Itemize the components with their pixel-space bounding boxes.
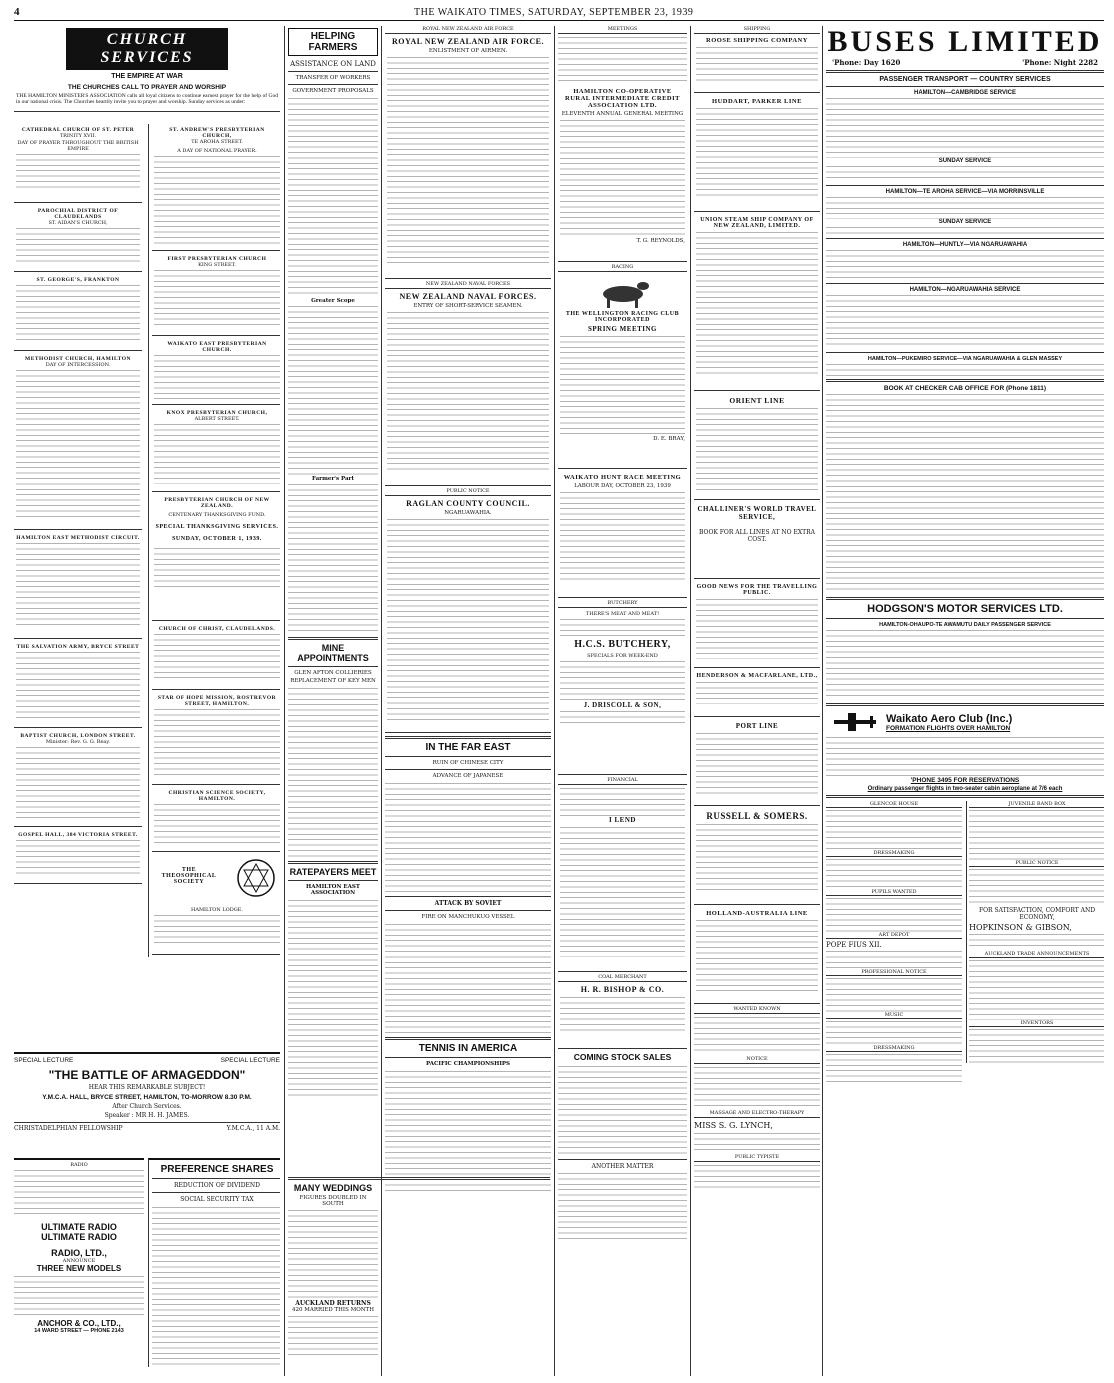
driscoll: J. DRISCOLL & SON, [583, 701, 662, 709]
figures-doubled: FIGURES DOUBLED IN SOUTH [299, 1195, 367, 1207]
wellington-racing-title: THE WELLINGTON RACING CLUB INCORPORATED [565, 311, 680, 323]
waikato-hunt-title: WAIKATO HUNT RACE MEETING [563, 474, 682, 481]
timetable [826, 227, 1104, 235]
church-of-christ-title: CHURCH OF CHRIST, CLAUDELANDS. [158, 626, 276, 632]
st-andrews-title: ST. ANDREW'S PRESBYTERIAN CHURCH, [169, 127, 265, 139]
far-east-title: IN THE FAR EAST [425, 742, 511, 753]
ad-text [387, 57, 549, 267]
waikato-east-title: WAIKATO EAST PRESBYTERIAN CHURCH. [167, 341, 267, 353]
fire-on-vessel: FIRE ON MANCHUKUO VESSEL [421, 914, 515, 920]
model-list [14, 1276, 144, 1316]
paper-title: THE WAIKATO TIMES, SATURDAY, SEPTEMBER 23, 1939 [414, 7, 694, 18]
labour-day: LABOUR DAY, OCTOBER 23, 1939 [574, 483, 671, 489]
ultimate-radio-1: ULTIMATE RADIO [41, 1222, 117, 1232]
st-andrews-ad [152, 124, 280, 251]
racing-heading: RACING [558, 264, 687, 272]
social-security-tax: SOCIAL SECURITY TAX [180, 1196, 254, 1203]
divider [14, 111, 280, 112]
specials: SPECIALS FOR WEEK-END [587, 653, 658, 659]
ad-text [694, 1017, 820, 1053]
service-times [154, 424, 280, 484]
article-text [152, 1207, 280, 1367]
aeroplane-icon [830, 711, 880, 733]
aero-club-ad [826, 709, 1104, 735]
article-text [385, 783, 551, 893]
ad-text [560, 788, 685, 816]
baptist-title: BAPTIST CHURCH, LONDON STREET. [20, 733, 136, 739]
te-aroha-street: TE AROHA STREET. [191, 139, 243, 145]
russell-somers-ad [694, 808, 820, 905]
service-times [16, 370, 140, 520]
newspaper-page [14, 6, 1104, 1376]
greater-scope: Greater Scope [311, 298, 355, 304]
column-rule [284, 26, 285, 1376]
henderson-title: HENDERSON & MACFARLANE, LTD., [696, 673, 818, 679]
orient-ad [694, 393, 820, 500]
empire-at-war: THE EMPIRE AT WAR [111, 73, 183, 80]
ultimate-radio-2: ULTIMATE RADIO [41, 1232, 117, 1242]
enlistment: ENLISTMENT OF AIRMEN. [428, 48, 508, 54]
preference-shares-title: PREFERENCE SHARES [160, 1164, 274, 1175]
bishop: H. R. BISHOP & CO. [580, 985, 665, 994]
st-georges-title: ST. GEORGE'S, FRANKTON [36, 277, 120, 283]
sunday-service-2: SUNDAY SERVICE [938, 219, 992, 225]
service-times [154, 634, 280, 680]
hodgsons-title: HODGSON'S MOTOR SERVICES LTD. [867, 603, 1063, 615]
ad-text [696, 599, 818, 659]
presbyterian-nz-title: PRESBYTERIAN CHURCH OF NEW ZEALAND. [164, 497, 270, 509]
shipping-column-5 [694, 26, 820, 1376]
service-times [16, 747, 140, 819]
king-street: KING STREET. [198, 262, 236, 268]
radio-text [14, 1170, 144, 1218]
special-lecture-ad [14, 1052, 280, 1132]
service-times [154, 156, 280, 244]
timetable [826, 250, 1104, 280]
ad-text [560, 827, 685, 957]
farmers-part: Farmer's Part [312, 476, 354, 482]
hamilton-east-ad [14, 532, 142, 639]
theosophical-seal-icon [236, 858, 276, 898]
ngaruawahia: NGARUAWAHIA. [444, 510, 492, 516]
article-text [288, 484, 378, 634]
ad-text [694, 1165, 820, 1189]
classified-left [826, 801, 962, 1082]
juvenile-heading: JUVENILE BAND BOX [969, 801, 1104, 808]
special-lecture-right: SPECIAL LECTURE [220, 1057, 280, 1064]
service-times [16, 840, 140, 874]
tennis-america-title: TENNIS IN AMERICA [418, 1043, 518, 1054]
ad-text [560, 336, 685, 436]
music-heading: MUSIC [826, 1012, 962, 1019]
ad-text [560, 997, 685, 1033]
sunday-october: SUNDAY, OCTOBER 1, 1939. [172, 536, 262, 542]
government-proposals: GOVERNMENT PROPOSALS [292, 88, 374, 94]
classified-right [966, 801, 1104, 1063]
column-rule [554, 26, 555, 1376]
union-title: UNION STEAM SHIP COMPANY OF NEW ZEALAND, LIMITED. [700, 217, 814, 229]
roose-title: ROOSE SHIPPING COMPANY [706, 37, 808, 44]
classified-grid [826, 801, 1104, 1141]
masthead [14, 6, 1104, 21]
methodist-title: METHODIST CHURCH, HAMILTON [25, 356, 131, 362]
radio-ad [14, 1158, 144, 1334]
ad-text [969, 810, 1104, 860]
ward-street: 14 WARD STREET — PHONE 2143 [34, 1328, 124, 1334]
service-times [154, 355, 280, 399]
professional-heading: PROFESSIONAL NOTICE [826, 969, 962, 976]
ad-text [560, 120, 685, 238]
hamilton-east-title: HAMILTON EAST METHODIST CIRCUIT. [16, 535, 140, 541]
huddart-title: HUDDART, PARKER LINE [712, 98, 802, 105]
national-prayer: A DAY OF NATIONAL PRAYER. [177, 148, 257, 154]
union-steam-ad [694, 214, 820, 391]
timetable [826, 197, 1104, 219]
claudelands-ad [14, 205, 142, 272]
book-all-lines: BOOK FOR ALL LINES AT NO EXTRA COST. [699, 529, 815, 543]
notice-text [387, 519, 549, 724]
ruin-chinese-city: RUIN OF CHINESE CITY [432, 760, 504, 766]
glencoe-heading: GLENCOE HOUSE [826, 801, 962, 808]
st-georges-ad [14, 274, 142, 351]
first-presbyterian-ad [152, 253, 280, 336]
article-text [385, 1071, 551, 1191]
salvation-army-title: THE SALVATION ARMY, BRYCE STREET [16, 644, 140, 650]
formation-flights: FORMATION FLIGHTS OVER HAMILTON [886, 724, 1011, 732]
butchery-heading: BUTCHERY [558, 600, 687, 608]
hamilton-cambridge: HAMILTON—CAMBRIDGE SERVICE [913, 90, 1016, 96]
reduction-dividend: REDUCTION OF DIVIDEND [174, 1182, 260, 1189]
gospel-hall-title: GOSPEL HALL, 384 VICTORIA STREET. [18, 832, 138, 838]
lynch: MISS S. G. LYNCH, [694, 1121, 773, 1130]
passenger-transport: PASSENGER TRANSPORT — COUNTRY SERVICES [879, 76, 1051, 83]
attack-by-soviet: ATTACK BY SOVIET [434, 900, 502, 907]
waikato-hunt-ad [558, 471, 687, 598]
holland-title: HOLLAND-AUSTRALIA LINE [706, 910, 808, 917]
armageddon-title: "THE BATTLE OF ARMAGEDDON" [48, 1068, 246, 1082]
weddings-article [288, 1174, 550, 1356]
ad-text [969, 869, 1104, 903]
coming-stock-sales: COMING STOCK SALES [573, 1052, 672, 1062]
service-times [16, 652, 140, 718]
ad-text [560, 619, 685, 639]
buses-limited-title: BUSES LIMITED [827, 26, 1103, 58]
auckland-returns: AUCKLAND RETURNS [295, 1300, 371, 1307]
public-typiste-heading: PUBLIC TYPISTE [694, 1154, 820, 1162]
aero-text [826, 737, 1104, 777]
rnzaf-ad [385, 34, 551, 279]
sailings-list [696, 232, 818, 377]
financial-ads [558, 785, 687, 972]
replacement-key-men: REPLACEMENT OF KEY MEN [290, 678, 376, 684]
service-times [154, 270, 280, 328]
ad-text [387, 312, 549, 472]
centenary-fund: CENTENARY THANKSGIVING FUND. [168, 512, 266, 518]
theosophical-title: THE THEOSOPHICAL SOCIETY [161, 867, 217, 885]
article-text [288, 900, 378, 1100]
huntly-service: HAMILTON—HUNTLY—VIA NGARUAWAHIA [902, 242, 1028, 248]
glen-afton: GLEN AFTON COLLIERIES [294, 670, 372, 676]
church-services-column [14, 26, 280, 1376]
st-aidans-label: ST. AIDAN'S CHURCH, [48, 220, 108, 226]
article-text [288, 306, 378, 476]
ad-text [969, 934, 1104, 948]
article-text [288, 1210, 378, 1300]
notice-heading: NOTICE [694, 1056, 820, 1064]
helping-farmers-title: HELPING FARMERS [288, 28, 378, 56]
orient-title: ORIENT LINE [729, 396, 785, 405]
announce: ANNOUNCE [62, 1258, 96, 1264]
raglan-title: RAGLAN COUNTY COUNCIL. [406, 499, 530, 508]
russell-somers-title: RUSSELL & SOMERS. [706, 811, 808, 821]
ratepayers-meet-title: RATEPAYERS MEET [289, 867, 377, 877]
ad-text [826, 898, 962, 932]
checker-cab: BOOK AT CHECKER CAB OFFICE FOR (Phone 1811) [883, 385, 1047, 392]
te-aroha-service: HAMILTON—TE AROHA SERVICE—VIA MORRINSVILLE [885, 189, 1045, 195]
good-news-title: GOOD NEWS FOR THE TRAVELLING PUBLIC. [696, 584, 818, 596]
massage-heading: MASSAGE AND ELECTRO-THERAPY [694, 1110, 820, 1118]
butchery-ad [558, 608, 687, 775]
ad-text [560, 492, 685, 582]
article-text [558, 1066, 687, 1156]
page-number: 4 [14, 6, 20, 18]
raglan-ad [385, 496, 551, 733]
price-list [560, 661, 685, 701]
article-text [288, 98, 378, 298]
lecture-times [154, 915, 280, 945]
i-lend: I LEND [609, 816, 636, 824]
ad-text [826, 978, 962, 1012]
public-notice-heading-2: PUBLIC NOTICE [969, 860, 1104, 867]
hopkinson-gibson: HOPKINSON & GIBSON, [969, 923, 1072, 932]
sunday-service-1: SUNDAY SERVICE [938, 158, 992, 164]
inventors-heading: INVENTORS [969, 1020, 1104, 1027]
churches-call-heading: THE CHURCHES CALL TO PRAYER AND WORSHIP [67, 84, 227, 91]
albert-street: ALBERT STREET. [194, 416, 240, 422]
knox-title: KNOX PRESBYTERIAN CHURCH, [166, 410, 268, 416]
phone-day: 'Phone: Day 1620 [832, 58, 901, 67]
eleventh-meeting: ELEVENTH ANNUAL GENERAL MEETING [561, 111, 684, 117]
dressmaking-heading: DRESSMAKING [826, 850, 962, 857]
dressmaking-heading-2: DRESSMAKING [826, 1045, 962, 1052]
after-services: After Church Services. [112, 1103, 182, 1110]
article-text [558, 1173, 687, 1243]
spring-meeting: SPRING MEETING [587, 325, 658, 333]
special-lecture-left: SPECIAL LECTURE [14, 1057, 74, 1064]
ad-text [826, 810, 962, 850]
pupils-heading: PUPILS WANTED [826, 889, 962, 896]
church-of-christ-ad [152, 623, 280, 690]
church-services-banner: CHURCH SERVICES [66, 28, 228, 70]
church-subcolumn-right [148, 124, 280, 957]
baptist-ad [14, 730, 142, 827]
ngaruawahia-service: HAMILTON—NGARUAWAHIA SERVICE [909, 287, 1021, 293]
salvation-army-ad [14, 641, 142, 728]
star-of-hope-title: STAR OF HOPE MISSION, ROSTREVOR STREET, HAMILTON. [157, 695, 277, 707]
many-weddings-title: MANY WEDDINGS [293, 1183, 373, 1193]
railway-timetable [826, 394, 1104, 594]
ad-text [826, 1021, 962, 1045]
naval-heading: NEW ZEALAND NAVAL FORCES [385, 281, 551, 289]
cathedral-ad [14, 124, 142, 203]
timetable [826, 166, 1104, 182]
christadelphian: CHRISTADELPHIAN FELLOWSHIP [14, 1125, 123, 1132]
methodist-ad [14, 353, 142, 530]
ad-text [560, 711, 685, 727]
public-notice-heading: PUBLIC NOTICE [385, 488, 551, 496]
ad-text [696, 920, 818, 992]
reynolds: T. G. REYNOLDS, [636, 238, 685, 244]
holland-australia-ad [694, 907, 820, 1004]
parochial-title: PAROCHIAL DISTRICT OF CLAUDELANDS [37, 208, 119, 220]
ad-text [696, 824, 818, 894]
cathedral-title: CATHEDRAL CHURCH OF ST. PETER [21, 127, 135, 133]
transfer-of-workers: TRANSFER OF WORKERS [295, 75, 371, 81]
entry-seamen: ENTRY OF SHORT-SERVICE SEAMEN. [413, 303, 523, 309]
ohaupo-service: HAMILTON-OHAUPO-TE AWAMUTU DAILY PASSENGER SERVICE [879, 622, 1051, 628]
ad-text [694, 1133, 820, 1151]
speaker: Speaker : MR H. H. JAMES. [104, 1112, 190, 1119]
coal-heading: COAL MERCHANT [558, 974, 687, 982]
rnzaf-heading: ROYAL NEW ZEALAND AIR FORCE [385, 26, 551, 34]
article-text [288, 1316, 378, 1356]
article-text [385, 924, 551, 1034]
ad-text [826, 951, 962, 969]
pacific-championships: PACIFIC CHAMPIONSHIPS [425, 1061, 511, 1067]
assistance-on-land: ASSISTANCE ON LAND [290, 60, 376, 68]
knox-ad [152, 407, 280, 492]
timetable [826, 98, 1104, 158]
star-of-hope-ad [152, 692, 280, 785]
radio-ltd: RADIO, LTD., [51, 1248, 107, 1258]
port-line-ad [694, 719, 820, 806]
timetable [826, 364, 1104, 376]
notices-column-4 [558, 26, 687, 1376]
ad-text [969, 960, 1104, 1020]
ad-text [696, 733, 818, 795]
roose-ad [694, 34, 820, 93]
aero-club-title: Waikato Aero Club (Inc.) [886, 712, 1013, 725]
horse-racing-icon [593, 278, 653, 308]
art-depot-heading: ART DEPOT [826, 932, 962, 939]
column-rule [822, 26, 823, 1376]
meat-slogan: THERE'S MEAT AND MEAT! [585, 611, 660, 617]
trinity-label: TRINITY XVII. [59, 133, 97, 139]
sailings-list [696, 408, 818, 490]
hamilton-east-association: HAMILTON EAST ASSOCIATION [306, 884, 360, 896]
ymca-time: Y.M.C.A., 11 A.M. [226, 1125, 280, 1132]
mine-appointments-title: MINE APPOINTMENTS [297, 643, 369, 663]
ad-text [696, 682, 818, 704]
service-times [16, 228, 140, 264]
hcs-butchery: H.C.S. BUTCHERY, [574, 639, 671, 650]
auckland-trade-heading: AUCKLAND TRADE ANNOUNCEMENTS [969, 951, 1104, 958]
naval-ad [385, 289, 551, 486]
good-news-ad [694, 581, 820, 668]
day-of-prayer-label: DAY OF PRAYER THROUGHOUT THE BRITISH EMPIRE [17, 140, 139, 152]
ad-text [826, 859, 962, 889]
presbyterian-nz-ad [152, 494, 280, 621]
hear-this: HEAR THIS REMARKABLE SUBJECT! [88, 1084, 206, 1091]
huddart-ad [694, 95, 820, 212]
article-text [288, 688, 378, 858]
pope-pius: POPE FIUS XII. [826, 941, 882, 949]
hamilton-coop-title: HAMILTON CO-OPERATIVE RURAL INTERMEDIATE CREDIT ASSOCIATION LTD. [565, 88, 680, 109]
service-times [16, 285, 140, 343]
ordinary-flights: Ordinary passenger flights in two-seater cabin aeroplane at 7/6 each [867, 786, 1063, 792]
church-subcolumn-left [14, 124, 142, 886]
bishop-ad [558, 982, 687, 1049]
timetable [826, 295, 1104, 349]
three-new-models: THREE NEW MODELS [36, 1264, 122, 1273]
phone-reservations: 'PHONE 3495 FOR RESERVATIONS [910, 777, 1020, 784]
intercession-label: DAY OF INTERCESSION. [45, 362, 111, 368]
meetings-heading: MEETINGS [558, 26, 687, 34]
meeting-text [558, 37, 687, 85]
shipping-heading: SHIPPING [694, 26, 820, 34]
theosophical-ad [152, 854, 280, 955]
advance-japanese: ADVANCE OF JAPANESE [432, 773, 504, 779]
wellington-racing-ad [558, 272, 687, 469]
service-times [16, 543, 140, 629]
timetable [826, 630, 1104, 700]
baptist-minister: Minister: Rev. G. G. Reay. [45, 739, 111, 745]
pukemiro-service: HAMILTON—PUKEMIRO SERVICE—VIA NGARUAWAHIA & GLEN MASSEY [867, 356, 1063, 362]
challenger-title: CHALLINER'S WORLD TRAVEL SERVICE, [697, 505, 817, 521]
service-times [154, 804, 280, 846]
radio-heading: RADIO [70, 1162, 88, 1168]
satisfaction: FOR SATISFACTION, COMFORT AND ECONOMY, [978, 907, 1096, 921]
ad-text [826, 1054, 962, 1082]
christian-science-title: CHRISTIAN SCIENCE SOCIETY, HAMILTON. [168, 790, 266, 802]
column-rule [690, 26, 691, 1376]
port-line-title: PORT LINE [735, 722, 779, 730]
first-presbyterian-title: FIRST PRESBYTERIAN CHURCH [167, 256, 267, 262]
henderson-ad [694, 670, 820, 717]
wanted-known-heading: WANTED KNOWN [694, 1006, 820, 1014]
ad-text [969, 1029, 1104, 1063]
ad-text [694, 1067, 820, 1107]
phone-night: 'Phone: Night 2282 [1022, 58, 1098, 67]
ad-text [696, 108, 818, 200]
notice-text [154, 548, 280, 588]
challenger-ad [694, 502, 820, 579]
special-thanksgiving: SPECIAL THANKSGIVING SERVICES. [155, 524, 279, 530]
anchor-co: ANCHOR & CO., LTD., [37, 1319, 121, 1328]
another-matter: ANOTHER MATTER [591, 1163, 654, 1170]
bray: D. E. BRAY, [653, 436, 685, 442]
financial-heading: FINANCIAL [558, 777, 687, 785]
theosophical-lodge: HAMILTON LODGE. [190, 907, 244, 913]
service-times [154, 709, 280, 775]
ad-text [696, 47, 818, 81]
gospel-hall-ad [14, 829, 142, 884]
service-times [16, 154, 140, 190]
married-this-month: 420 MARRIED THIS MONTH [291, 1307, 375, 1313]
naval-title: NEW ZEALAND NAVAL FORCES. [399, 292, 537, 301]
transport-column-6 [826, 26, 1104, 1376]
waikato-east-ad [152, 338, 280, 405]
ymca-location: Y.M.C.A. HALL, BRYCE STREET, HAMILTON, TO-MORROW 8.30 P.M. [42, 1094, 252, 1101]
intro-text: THE HAMILTON MINISTER'S ASSOCIATION calls all loyal citizens to continue earnest prayer for the help of God in our national crisis. The Churches heartily invite you to prayer and worship. Sunday services as under: [16, 93, 278, 106]
preference-shares-article [148, 1158, 280, 1367]
hamilton-coop-ad [558, 85, 687, 262]
christian-science-ad [152, 787, 280, 852]
rnzaf-title: ROYAL NEW ZEALAND AIR FORCE. [391, 37, 545, 46]
